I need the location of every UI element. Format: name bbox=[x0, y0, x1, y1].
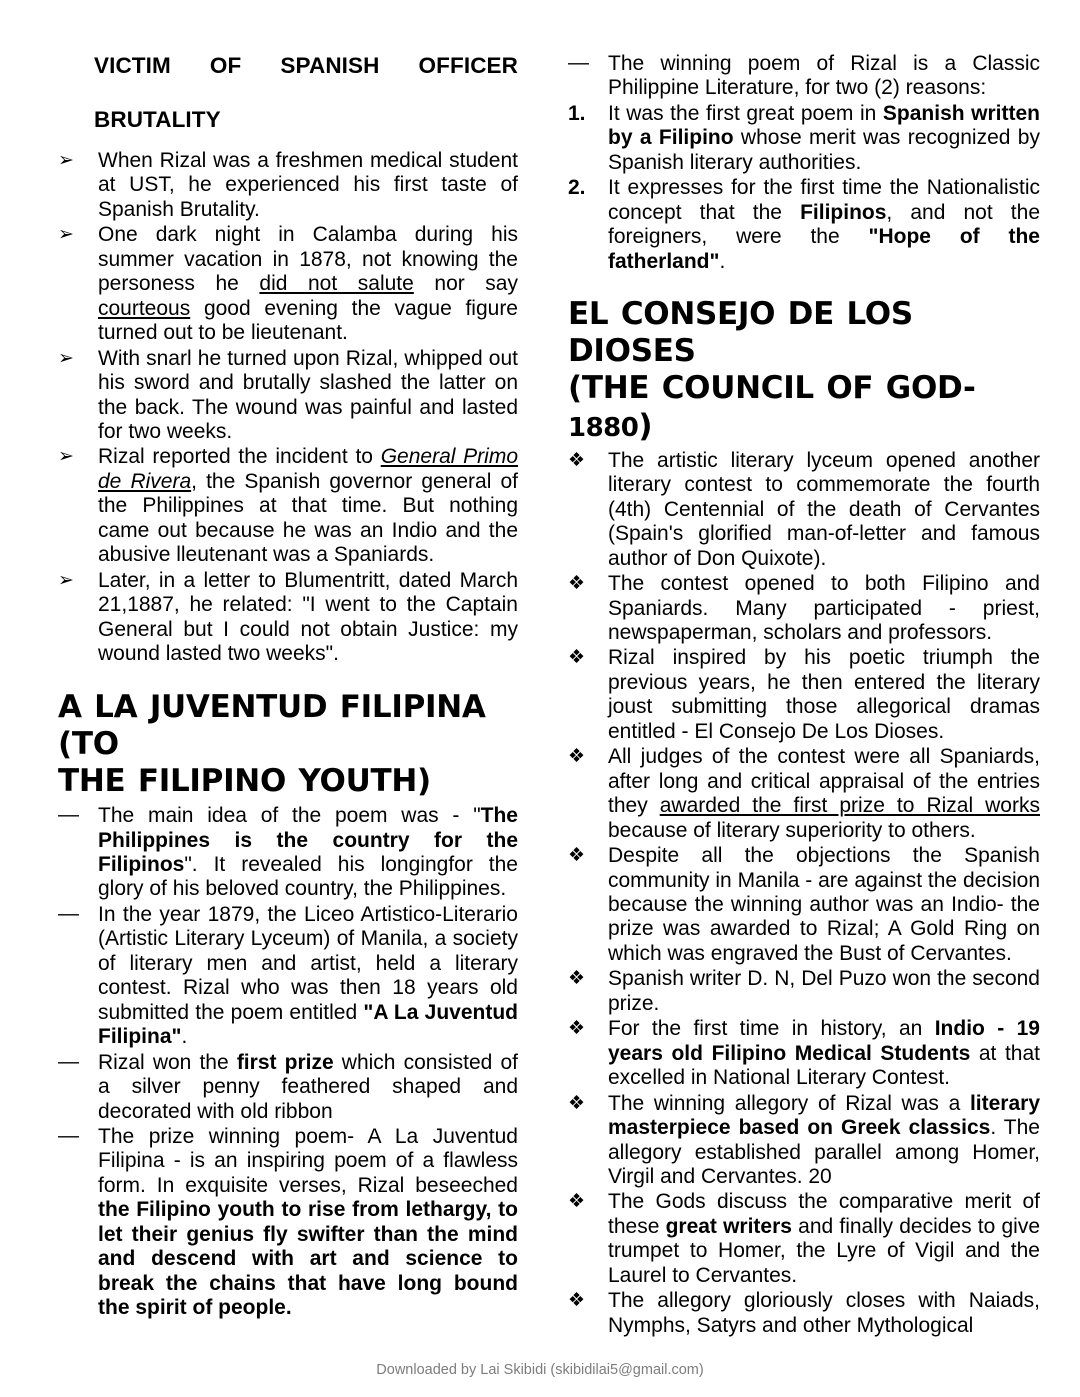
left-column bbox=[0, 52, 540, 1322]
list-item bbox=[568, 572, 1040, 645]
list-number: 2. bbox=[568, 176, 586, 200]
list-item-text: Later, in a letter to Blumentritt, dated March 21,1887, he related: "I went to the Captain General but I could not obtain Justice: my wound lasted two weeks". bbox=[98, 568, 518, 666]
consejo-bullet-list bbox=[568, 449, 1040, 1338]
victim-bullet-list bbox=[58, 149, 518, 667]
list-item-text: The contest opened to both Filipino and Spaniards. Many participated - priest, newspaperman, scholars and professors. bbox=[608, 572, 1040, 644]
heading-line-2: THE FILIPINO YOUTH) bbox=[58, 762, 431, 799]
list-item bbox=[568, 844, 1040, 966]
em-dash-bullet-icon: — bbox=[568, 51, 589, 74]
list-item bbox=[568, 1092, 1040, 1190]
reasons-numbered-list bbox=[568, 102, 1040, 274]
list-item-text: One dark night in Calamba during his summer vacation in 1878, not knowing the personess he did not salute nor say courteous good evening the vague figure turned out to be lieutenant. bbox=[98, 223, 518, 345]
heading-line-2-pre: (THE COUNCIL OF GOD- bbox=[568, 370, 976, 407]
list-item-text: Rizal won the first prize which consisted of a silver penny feathered shaped and decorated with old ribbon bbox=[98, 1050, 518, 1123]
list-item-text: For the first time in history, an Indio - 19 years old Filipino Medical Students at that excelled in National Literary Contest. bbox=[608, 1017, 1040, 1090]
list-item bbox=[568, 1017, 1040, 1090]
list-item bbox=[568, 52, 1040, 101]
arrow-bullet-icon: ➢ bbox=[58, 224, 74, 246]
winning-poem-list bbox=[568, 52, 1040, 101]
list-item bbox=[58, 347, 518, 445]
list-item-text: The prize winning poem- A La Juventud Filipina - is an inspiring poem of a flawless form. In exquisite verses, Rizal beseeched the Filipino youth to rise from lethargy, to let their genius fly swifter than the mind and descend with art and science to break the chains that have long bound the spirit of people. bbox=[98, 1124, 518, 1320]
list-item-text: The artistic literary lyceum opened another literary contest to commemorate the fourth (4th) Centennial of the death of Cervantes (Spain's glorified man-of-letter and famous author of Don Quixote). bbox=[608, 448, 1040, 570]
list-item bbox=[568, 102, 1040, 175]
em-dash-bullet-icon: — bbox=[58, 1123, 79, 1147]
list-item-text: The Gods discuss the comparative merit of these great writers and finally decides to give trumpet to Homer, the Lyre of Vigil and the Laurel to Cervantes. bbox=[608, 1190, 1040, 1287]
list-item bbox=[58, 445, 518, 567]
list-item bbox=[568, 967, 1040, 1016]
list-item-text: All judges of the contest were all Spaniards, after long and critical appraisal of the entries they awarded the first prize to Rizal works because of literary superiority to others. bbox=[608, 745, 1040, 842]
list-item bbox=[58, 804, 518, 902]
two-column-body bbox=[0, 52, 1080, 1339]
juventud-bullet-list bbox=[58, 804, 518, 1321]
list-item bbox=[568, 176, 1040, 274]
diamond-bullet-icon: ❖ bbox=[568, 746, 586, 768]
diamond-bullet-icon: ❖ bbox=[568, 449, 586, 471]
heading-line-1: EL CONSEJO DE LOS DIOSES bbox=[568, 296, 913, 370]
list-item-text: Rizal inspired by his poetic triumph the previous years, he then entered the literary joust submitting those allegorical dramas entitled - El Consejo De Los Dioses. bbox=[608, 646, 1040, 743]
list-item bbox=[58, 1125, 518, 1321]
list-item bbox=[568, 745, 1040, 843]
list-item bbox=[568, 1190, 1040, 1288]
diamond-bullet-icon: ❖ bbox=[568, 573, 586, 595]
list-number: 1. bbox=[568, 101, 586, 125]
diamond-bullet-icon: ❖ bbox=[568, 1290, 586, 1312]
arrow-bullet-icon: ➢ bbox=[58, 569, 74, 591]
diamond-bullet-icon: ❖ bbox=[568, 1191, 586, 1213]
list-item bbox=[568, 646, 1040, 744]
heading-line-1: VICTIM OF SPANISH OFFICER bbox=[94, 53, 518, 78]
diamond-bullet-icon: ❖ bbox=[568, 845, 586, 867]
section-heading-victim bbox=[58, 52, 518, 133]
list-item bbox=[58, 1051, 518, 1124]
diamond-bullet-icon: ❖ bbox=[568, 647, 586, 669]
section-heading-juventud bbox=[58, 689, 518, 801]
list-item bbox=[568, 449, 1040, 571]
diamond-bullet-icon: ❖ bbox=[568, 968, 586, 990]
heading-year: 1880 bbox=[568, 412, 639, 443]
right-column bbox=[540, 52, 1080, 1339]
list-item bbox=[58, 903, 518, 1050]
list-item-text: Despite all the objections the Spanish community in Manila - are against the decision because the winning author was an Indio- the prize was awarded to Rizal; A Gold Ring on which was engraved the Bust of Cervantes. bbox=[608, 844, 1040, 965]
list-item-text: When Rizal was a freshmen medical student at UST, he experienced his first taste of Spanish Brutality. bbox=[98, 149, 518, 221]
list-item bbox=[58, 223, 518, 345]
list-item-text: The winning poem of Rizal is a Classic Philippine Literature, for two (2) reasons: bbox=[608, 52, 1040, 100]
diamond-bullet-icon: ❖ bbox=[568, 1092, 586, 1114]
list-item-text: The allegory gloriously closes with Naiads, Nymphs, Satyrs and other Mythological bbox=[608, 1289, 1040, 1337]
list-item-text: Rizal reported the incident to General Primo de Rivera, the Spanish governor general of the Philippines at that time. But nothing came out because he was an Indio and the abusive lleutenant was a Spaniards. bbox=[98, 445, 518, 567]
list-item-text: It expresses for the first time the Nationalistic concept that the Filipinos, and not the foreigners, were the "Hope of the fatherland". bbox=[608, 176, 1040, 273]
list-item bbox=[58, 569, 518, 667]
section-heading-consejo bbox=[568, 296, 1040, 445]
em-dash-bullet-icon: — bbox=[58, 803, 79, 827]
list-item-text: The winning allegory of Rizal was a literary masterpiece based on Greek classics. The allegory established parallel among Homer, Virgil and Cervantes. 20 bbox=[608, 1091, 1040, 1188]
heading-line-2: BRUTALITY bbox=[94, 107, 221, 132]
list-item-text: Spanish writer D. N, Del Puzo won the second prize. bbox=[608, 967, 1040, 1015]
diamond-bullet-icon: ❖ bbox=[568, 1018, 586, 1040]
download-watermark: Downloaded by Lai Skibidi (skibidilai5@gmail.com) bbox=[376, 1362, 704, 1378]
list-item-text: In the year 1879, the Liceo Artistico-Literario (Artistic Literary Lyceum) of Manila, a society of literary men and artist, held a literary contest. Rizal who was then 18 years old submitted the poem entitled "A La Juventud Filipina". bbox=[98, 902, 518, 1049]
heading-line-1: A LA JUVENTUD FILIPINA (TO bbox=[58, 688, 486, 762]
arrow-bullet-icon: ➢ bbox=[58, 446, 74, 468]
em-dash-bullet-icon: — bbox=[58, 1049, 79, 1073]
list-item-text: The main idea of the poem was - "The Philippines is the country for the Filipinos". It revealed his longingfor the glory of his beloved country, the Philippines. bbox=[98, 804, 518, 901]
arrow-bullet-icon: ➢ bbox=[58, 150, 74, 171]
em-dash-bullet-icon: — bbox=[58, 901, 79, 925]
arrow-bullet-icon: ➢ bbox=[58, 347, 74, 369]
list-item-text: It was the first great poem in Spanish written by a Filipino whose merit was recognized by Spanish literary authorities. bbox=[608, 101, 1040, 174]
list-item bbox=[58, 149, 518, 222]
list-item bbox=[568, 1289, 1040, 1338]
heading-line-2-post: ) bbox=[638, 407, 653, 444]
list-item-text: With snarl he turned upon Rizal, whipped out his sword and brutally slashed the latter on the back. The wound was painful and lasted for two weeks. bbox=[98, 346, 518, 443]
